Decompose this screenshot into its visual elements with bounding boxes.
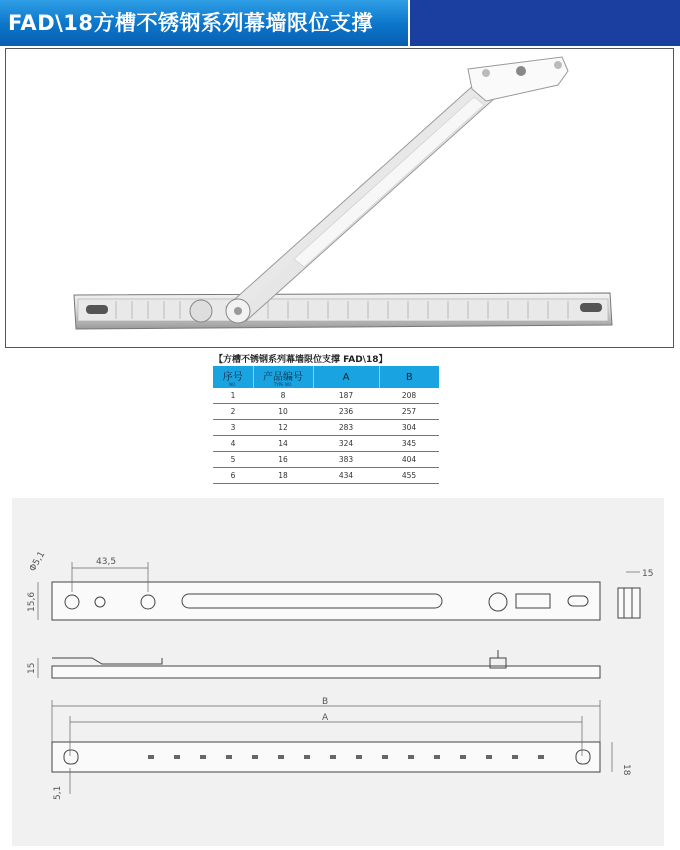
table-row [213,420,439,436]
technical-drawing [12,498,664,846]
cell-b: 304 [379,420,439,436]
table-caption: 【方槽不锈钢系列幕墙限位支撑 FAD\18】 [214,355,388,365]
dim-hole: Φ5,1 [27,549,48,574]
table-header-row [213,366,439,388]
cell-type: 18 [253,468,313,484]
table-row [213,436,439,452]
cell-a: 187 [313,388,379,404]
cell-type: 12 [253,420,313,436]
dim-profile: 15 [27,662,37,674]
cell-type: 16 [253,452,313,468]
dim-height: 15,6 [27,591,37,612]
cell-b: 404 [379,452,439,468]
cell-b: 208 [379,388,439,404]
product-photo [5,48,674,348]
table-row [213,468,439,484]
cell-no: 4 [213,436,253,452]
cell-a: 383 [313,452,379,468]
cell-b: 345 [379,436,439,452]
cell-no: 5 [213,452,253,468]
dim-side: 15 [642,569,654,579]
table-row [213,388,439,404]
banner-dark-panel [410,0,680,46]
table-row [213,452,439,468]
cell-a: 236 [313,404,379,420]
cell-a: 283 [313,420,379,436]
cell-type: 14 [253,436,313,452]
cell-type: 8 [253,388,313,404]
cell-a: 434 [313,468,379,484]
banner-blue-panel [0,0,408,46]
cell-no: 3 [213,420,253,436]
cell-no: 1 [213,388,253,404]
dimension-drawing [12,498,664,846]
dim-b: B [322,697,329,707]
header-banner [0,0,680,46]
friction-stay-illustration [6,49,673,347]
cell-no: 6 [213,468,253,484]
cell-b: 257 [379,404,439,420]
col-header-no: 序号 NO. [213,366,253,388]
col-header-b: B [379,366,439,388]
dim-pitch: 43,5 [96,557,117,567]
col-header-a: A [313,366,379,388]
page-title: FAD\18方槽不锈钢系列幕墙限位支撑 [8,11,374,35]
table-row [213,404,439,420]
dim-slot: 5,1 [53,785,63,800]
cell-type: 10 [253,404,313,420]
dim-a: A [322,713,329,723]
cell-b: 455 [379,468,439,484]
cell-no: 2 [213,404,253,420]
dim-width: 18 [621,764,631,776]
cell-a: 324 [313,436,379,452]
spec-table [213,366,439,484]
col-header-type: 产品编号 TYPE NO. [253,366,313,388]
